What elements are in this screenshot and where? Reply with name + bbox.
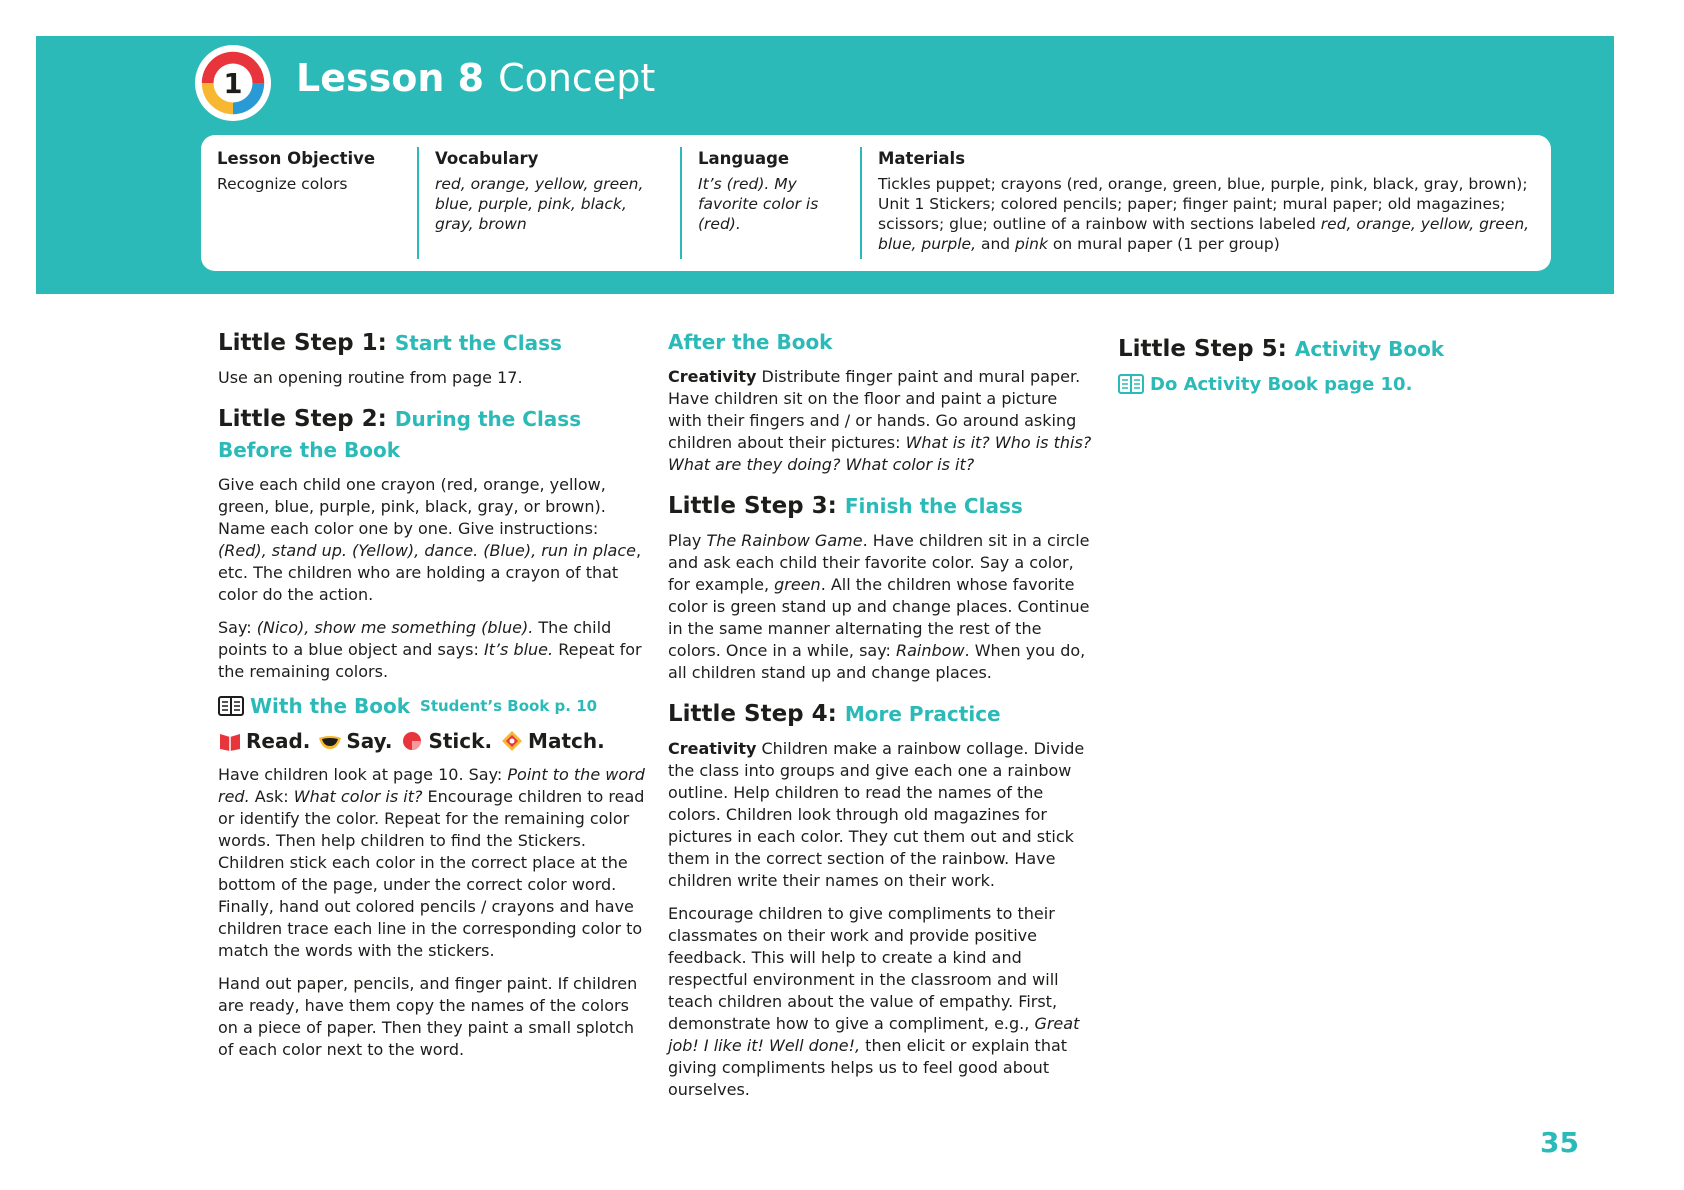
lesson-title xyxy=(296,56,655,100)
before-book-paragraph-1: Give each child one crayon (red, orange, yellow, green, blue, purple, pink, black, gray, or brown). Name each color one by one. Give instructions: (Red), stand up. (Yellow), dance. (Blue), run in place, etc. The children who are holding a crayon of that color do the action. xyxy=(218,475,642,604)
unit-number-badge-icon xyxy=(194,44,272,122)
middle-column xyxy=(668,330,1096,1112)
vocabulary-column xyxy=(419,147,682,259)
activity-actions: Read. Say. Stick. Match. xyxy=(218,729,646,753)
after-book-heading: After the Book xyxy=(668,330,833,354)
language-heading: Language xyxy=(698,149,790,168)
lesson-header-banner xyxy=(36,36,1614,294)
lesson-topic: Concept xyxy=(498,56,656,100)
unit-number: 1 xyxy=(223,68,243,100)
lesson-overview-card xyxy=(201,135,1551,271)
objective-column xyxy=(201,147,419,259)
step2-heading: Little Step 2: During the Class xyxy=(218,406,582,432)
materials-text: Tickles puppet; crayons (red, orange, green, blue, purple, pink, black, gray, brown); Unit 1 Stickers; colored pencils; paper; finger paint; mural paper; old magazines; scissors; glue; outline of a rainbow with sections labeled red, orange, yellow, green, blue, purple, and pink on mural paper (1 per group) xyxy=(878,175,1530,253)
with-book-paragraph-2: Hand out paper, pencils, and finger paint. If children are ready, have them copy the names of the colors on a piece of paper. Then they paint a small splotch of each color next to the word. xyxy=(218,974,638,1059)
materials-column xyxy=(862,147,1551,259)
students-book-reference: Student’s Book p. 10 xyxy=(420,697,598,715)
step4-paragraph-2: Encourage children to give compliments to their classmates on their work and provide positive feedback. This will help to create a kind and respectful environment in the classroom and will teach children about the value of empathy. First, demonstrate how to give a compliment, e.g., Great job! I like it! Well done!, then elicit or explain that giving compliments helps us to feel good about ourselves. xyxy=(668,904,1080,1099)
lesson-number: Lesson 8 xyxy=(296,56,485,100)
after-book-paragraph: Creativity Distribute finger paint and mural paper. Have children sit on the floor and paint a picture with their fingers and / or hands. Go around asking children about their pictures: What is it? Who is this? What are they doing? What color is it? xyxy=(668,367,1092,474)
read-book-icon xyxy=(218,730,242,752)
before-book-paragraph-2: Say: (Nico), show me something (blue). The child points to a blue object and says: It’s blue. Repeat for the remaining colors. xyxy=(218,618,642,681)
activity-book-instruction: Do Activity Book page 10. xyxy=(1118,373,1558,395)
vocabulary-heading: Vocabulary xyxy=(435,149,539,168)
language-text: It’s (red). My favorite color is (red). xyxy=(698,175,819,233)
step5-heading: Little Step 5: Activity Book xyxy=(1118,336,1445,362)
with-book-heading: With the Book Student’s Book p. 10 xyxy=(218,694,646,718)
open-book-icon xyxy=(218,695,244,717)
step1-text: Use an opening routine from page 17. xyxy=(218,368,523,387)
before-book-heading: Before the Book xyxy=(218,438,400,462)
step4-heading: Little Step 4: More Practice xyxy=(668,701,1001,727)
vocabulary-text: red, orange, yellow, green, blue, purple, pink, black, gray, brown xyxy=(435,175,644,233)
language-column xyxy=(682,147,862,259)
right-column xyxy=(1118,336,1558,395)
materials-heading: Materials xyxy=(878,149,966,168)
match-puzzle-icon xyxy=(500,730,524,752)
activity-book-icon xyxy=(1118,373,1144,395)
step3-heading: Little Step 3: Finish the Class xyxy=(668,493,1023,519)
left-column xyxy=(218,330,646,1072)
sticker-icon xyxy=(400,730,424,752)
step1-heading: Little Step 1: Start the Class xyxy=(218,330,562,356)
objective-text: Recognize colors xyxy=(217,175,348,193)
objective-heading: Lesson Objective xyxy=(217,149,376,168)
say-mouth-icon xyxy=(318,730,342,752)
step3-paragraph: Play The Rainbow Game. Have children sit in a circle and ask each child their favorite color. Say a color, for example, green. All the children whose favorite color is green stand up and change places. Continue in the same manner alternating the rest of the colors. Once in a while, say: Rainbow. When you do, all children stand up and change places. xyxy=(668,531,1090,682)
step4-paragraph-1: Creativity Children make a rainbow collage. Divide the class into groups and give each one a rainbow outline. Help children to read the names of the colors. Children look through old magazines for pictures in each color. They cut them out and stick them in the correct section of the rainbow. Have children write their names on their work. xyxy=(668,739,1085,890)
with-book-paragraph-1: Have children look at page 10. Say: Point to the word red. Ask: What color is it? Encourage children to read or identify the color. Repeat for the remaining color words. Then help children to find the Stickers. Children stick each color in the correct place at the bottom of the page, under the correct color word. Finally, hand out colored pencils / crayons and have children trace each line in the corresponding color to match the words with the stickers. xyxy=(218,765,645,960)
page-number: 35 xyxy=(1540,1126,1579,1159)
